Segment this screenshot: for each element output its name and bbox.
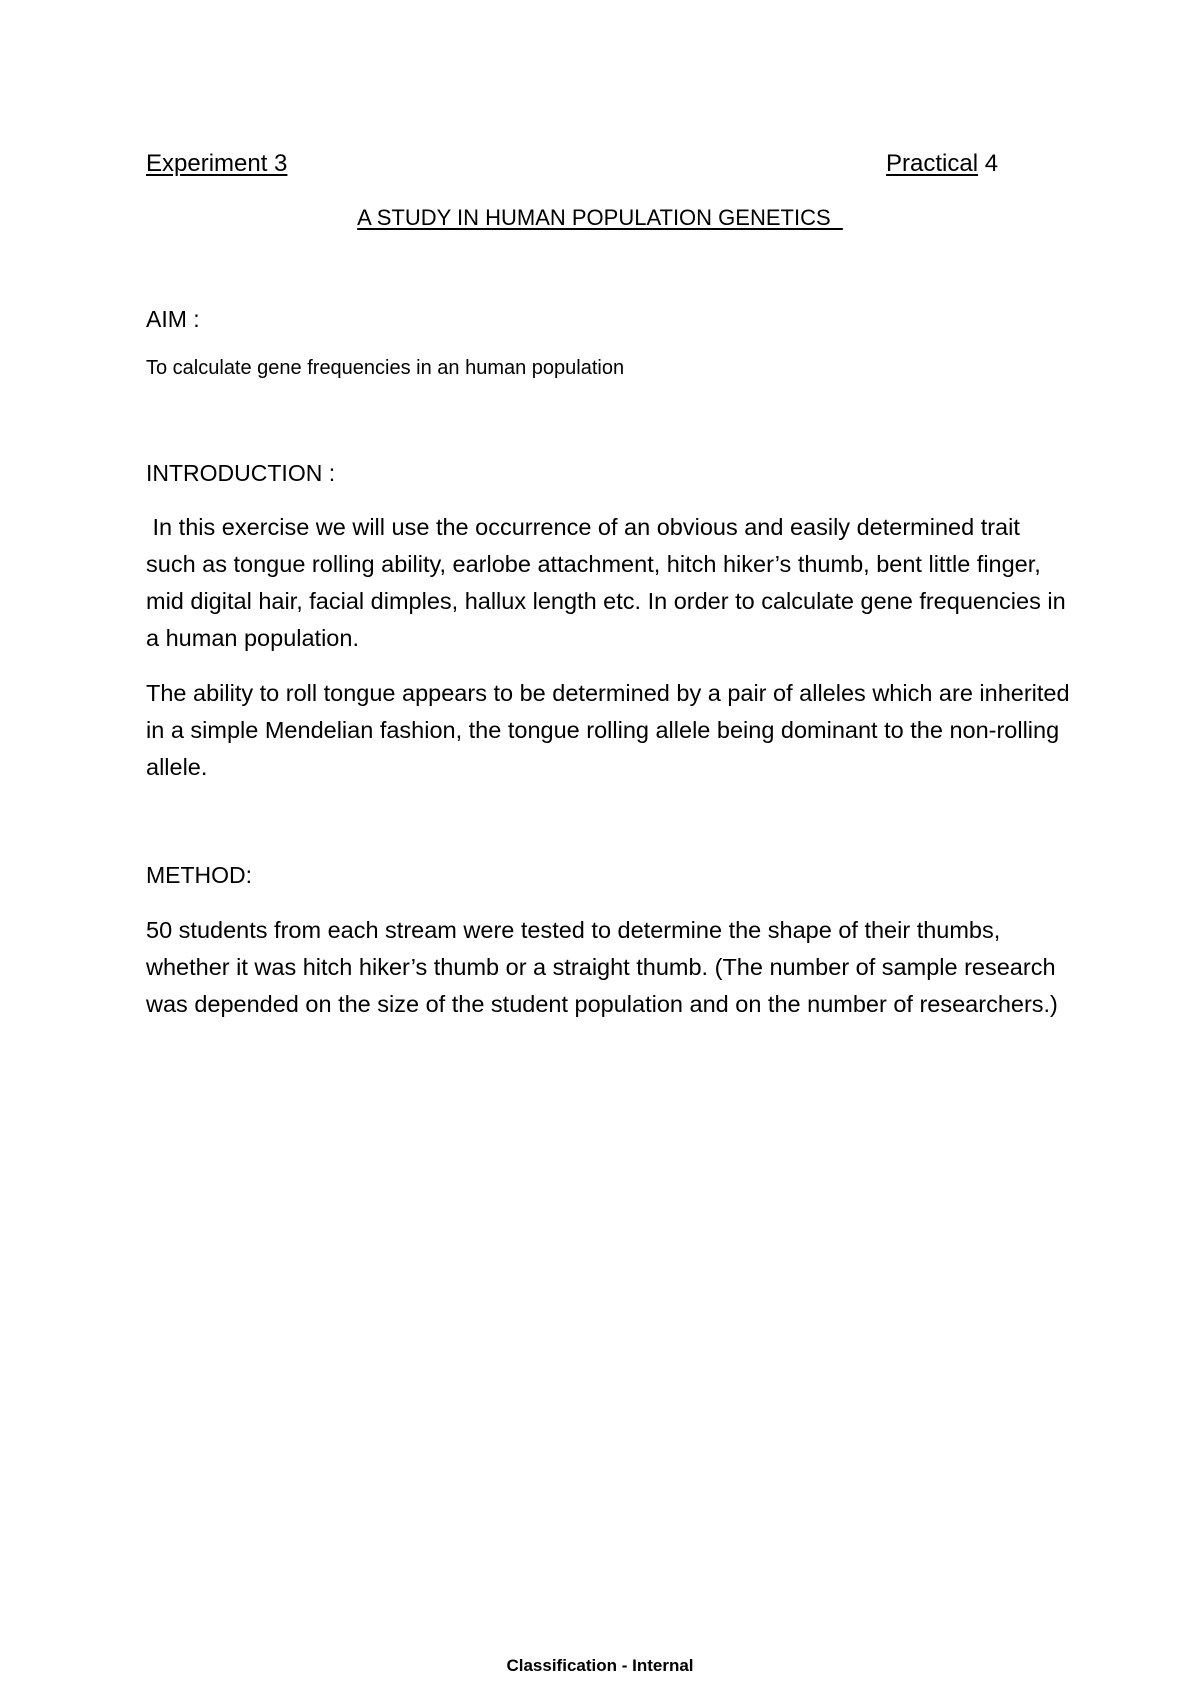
classification-footer: Classification - Internal xyxy=(506,1656,694,1675)
introduction-paragraph-1: In this exercise we will use the occurrence of an obvious and easily determined trait such as tongue rolling ability, earlobe attachment, hitch hiker’s thumb, bent little finger, mid digital hair, facial dimples, hallux length etc. In order to calculate gene frequencies in a human population. xyxy=(146,514,1073,651)
method-section xyxy=(146,912,1076,1023)
method-paragraph-1: 50 students from each stream were tested to determine the shape of their thumbs, whether it was hitch hiker’s thumb or a straight thumb. (The number of sample research was depended on the size of the student population and on the number of researchers.) xyxy=(146,917,1063,1017)
practical-number: 4 xyxy=(978,150,999,177)
document-title: A STUDY IN HUMAN POPULATION GENETICS xyxy=(357,205,843,230)
experiment-label: Experiment 3 xyxy=(146,150,288,177)
practical-label-group xyxy=(886,148,998,180)
practical-label: Practical xyxy=(886,150,979,177)
aim-text: To calculate gene frequencies in an human population xyxy=(146,357,625,379)
page-header xyxy=(146,148,1014,180)
method-heading: METHOD: xyxy=(146,862,253,888)
aim-heading: AIM : xyxy=(146,306,200,332)
introduction-section xyxy=(146,509,1076,786)
introduction-paragraph-2: The ability to roll tongue appears to be determined by a pair of alleles which are inherited in a simple Mendelian fashion, the tongue rolling allele being dominant to the non-rolling allele. xyxy=(146,680,1077,780)
introduction-heading: INTRODUCTION : xyxy=(146,460,336,486)
